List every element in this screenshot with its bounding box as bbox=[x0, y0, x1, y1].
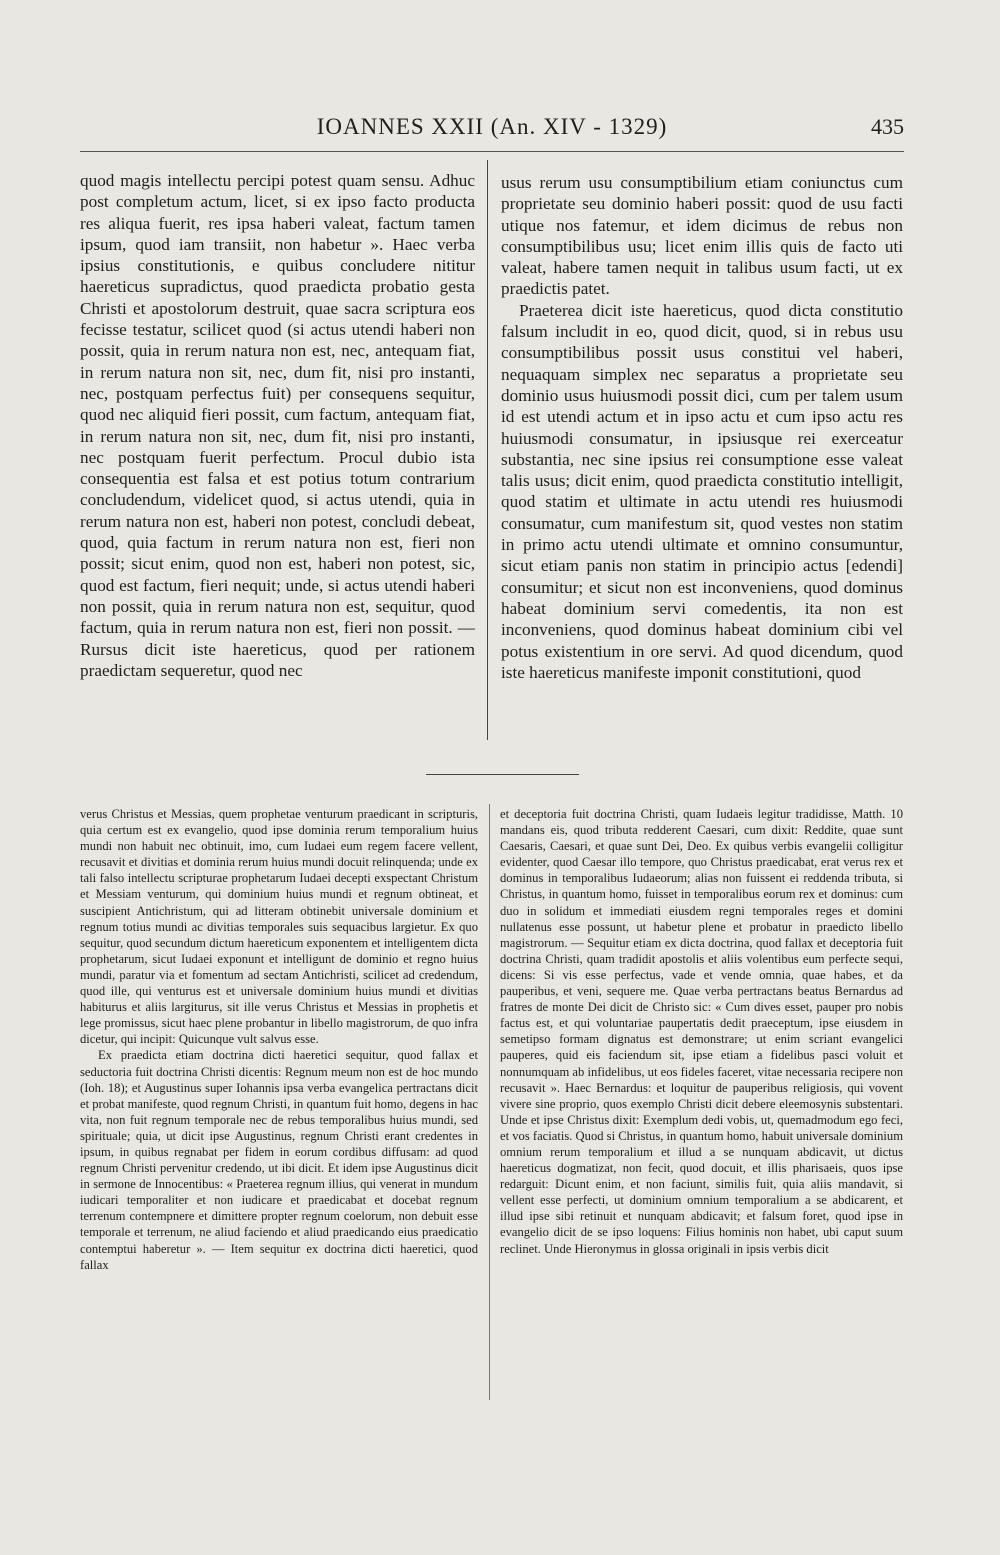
footnote-paragraph: verus Christus et Messias, quem prophetae venturum praedicant in scripturis, quia certum est ex evangelio, quod ipse dominia rerum temporalium huius mundi non habuit nec obtinuit, imo, cum Iudaei eum regem facere vellent, recusavit et divitias et dominia rerum huius mundi docuit relinquenda; unde ex tali falso intellectu scripturae prophetarum Iudaei decepti exspectant Christum et Messiam venturum, qui dominium huius mundi et regnum obtineat, et suscipient Antichristum, qui ad litteram obtinebit universale dominium et regnum totius mundi ac divitias temporales suis sequacibus largietur. Ex quo sequitur, quod secundum dictum haereticum exponentem et intelligentem dicta prophetarum, sicut Iudaei exponunt et intelligunt de dominio et regno huius mundi, paratur via et fomentum ad sectam Antichristi, scilicet ad credendum, quod ille, qui venturus est et universale dominium huius mundi et divitias habiturus et aliis largiturus, sit ille verus Christus et Messias in prophetis et lege promissus, sicut haec plene probantur in libello magistrorum, de quo infra dicetur, qui incipit: Quicunque vult salvus esse. bbox=[80, 807, 478, 1047]
running-title: IOANNES XXII (An. XIV - 1329) bbox=[316, 114, 668, 139]
footnote-left-column bbox=[80, 806, 478, 1273]
footnote-paragraph: et deceptoria fuit doctrina Christi, quam Iudaeis legitur tradidisse, Matth. 10 mandans eis, quod tributa redderent Caesari, cum dixit: Reddite, quae sunt Caesaris, Caesari, et quae sunt Dei, Deo. Ex quibus verbis evangelii colligitur evidenter, quod Caesar illo tempore, quo Christus praedicabat, erat verus rex et dominus in temporalibus Iudaeorum; alias non fuissent ei reddenda tributa, si Christus, in quantum homo, fuisset in temporalibus eorum rex et dominus: cum duo in solidum et immediati eiusdem regni temporales reges et domini nullatenus esse possunt, ut habetur plene et probatur in praedicto libello magistrorum. — Sequitur etiam ex dicta doctrina, quod fallax et deceptoria fuit doctrina Christi, quam tradidit apostolis et aliis volentibus eum perfecte sequi, dicens: Si vis esse perfectus, vade et vende omnia, quae habes, et da pauperibus, et veni, sequere me. Quae verba pertractans beatus Bernardus ad fratres de monte Dei dicit de Christo sic: « Cum dives esset, pauper pro nobis factus est, et qui voluntariae paupertatis dedit praeceptum, ipse eiusdem in semetipso formam dignatus est demonstrare; ut enim scriant evangelici pauperes, quid eis faciendum sit, ipse etiam a fidelibus pasci voluit et nonnumquam ab infidelibus, ut eos fideles faceret, vitae necessaria recipere non recusavit ». Haec Bernardus: et loquitur de pauperibus religiosis, qui vovent vivere sine proprio, quos exemplo Christi dicit debere eleemosynis substentari. Unde et ipse Christus dixit: Exemplum dedi vobis, ut, quemadmodum ego feci, et vos faciatis. Quod si Christus, in quantum homo, habuit universale dominium omnium rerum temporalium et illud a se nunquam abdicavit, ut dictus haereticus dogmatizat, non fecit, quod docuit, et illis pharisaeis, quos ipse redarguit: Dicunt enim, et non faciunt, similis fuit, quia aliis mandavit, si vellent esse perfecti, ut dominium omnium temporalium a se abdicarent, et illud ipse sibi retinuit et nunquam abdicavit; et falsum foret, quod ipse in evangelio dicit de se ipso loquens: Filius hominis non habet, ubi caput suum reclinet. Unde Hieronymus in glossa originali in ipsis verbis dicit bbox=[500, 807, 903, 1256]
main-right-paragraph: Praeterea dicit iste haereticus, quod dicta constitutio falsum includit in eo, quod dicit, quod, si in rebus usu consumptibilibus possit usus constitui vel haberi, nequaquam simplex nec separatus a proprietate seu dominio usus huiusmodi possit dici, cum per talem usum id est utendi actum et in ipso actu et cum ipso actu res huiusmodi consumatur, in ipsiusque rei exerceatur substantia, nec sine ipsius rei consumptione esse valeat talis usus; dicit enim, quod praedicta constitutio intelligit, quod statim et ultimate in actu utendi res huiusmodi consumatur, cum manifestum sit, quod vestes non statim in primo actu utendi ultimate et omnino consumuntur, sicut etiam panis non statim in principio actus [edendi] consumitur; et sicut non est inconveniens, quod dominus habeat dominium servi comedentis, ita non est inconveniens, quod dominus habeat dominium cibi vel potus existentium in ore servi. Ad quod dicendum, quod iste haereticus manifeste imponit constitutioni, quod bbox=[501, 300, 903, 682]
main-left-paragraph: quod magis intellectu percipi potest quam sensu. Adhuc post completum actum, licet, si ex ipso facto producta res aliqua fuerit, res ipsa haberi valeat, factum tamen ipsum, quod iam transiit, non habetur ». Haec verba ipsius constitutionis, e quibus concludere nititur haereticus supradictus, quod praedicta probatio gesta Christi et apostolorum destruit, quae sacra scriptura eos fecisse testatur, scilicet quod (si actus utendi haberi non possit, quia in rerum natura non est, nec, antequam fiat, in rerum natura non sit, nec, dum fit, nisi pro instanti, nec, postquam perfectus fuit) per consequens sequitur, quod nec aliquid fieri possit, cum factum, antequam fiat, in rerum natura non sit, nec, dum fit, nisi pro instanti, nec postquam fuerit perfectum. Procul dubio ista consequentia est falsa et est potius totum contrarium concludendum, videlicet quod, si actus utendi, quia in rerum natura non est, haberi non potest, concludi debeat, quod, quia factum in rerum natura non est, fieri non possit; sicut enim, quod non est, haberi non potest, sic, quod est factum, fieri nequit; unde, si actus utendi haberi non possit, quia in rerum natura non est, sequitur, quod factum, quia in rerum natura non est, fieri non possit. — Rursus dicit iste haereticus, quod per rationem praedictam sequeretur, quod nec bbox=[80, 171, 475, 680]
main-text-right-column bbox=[501, 172, 903, 683]
running-head bbox=[80, 114, 904, 150]
main-right-paragraph: usus rerum usu consumptibilium etiam coniunctus cum proprietate seu dominio haberi possit: quod de usu facti utique nos fatemur, et idem dicimus de rebus non consumptibilibus usu; licet enim illis quis de facto uti valeat, habere tamen nequit in talibus usum facti, ut ex praedictis patet. bbox=[501, 173, 903, 299]
footnote-separator bbox=[426, 774, 579, 775]
footnote-column-divider bbox=[489, 804, 490, 1400]
footnote-right-column bbox=[500, 806, 903, 1257]
page-number: 435 bbox=[871, 114, 904, 139]
header-rule bbox=[80, 151, 904, 152]
footnote-paragraph: Ex praedicta etiam doctrina dicti haeretici sequitur, quod fallax et seductoria fuit doctrina Christi dicentis: Regnum meum non est de hoc mundo (Ioh. 18); et Augustinus super Iohannis ipsa verba evangelica pertractans dicit et probat manifeste, quod regnum Christi, in quantum fuit homo, degens in hac vita, non fuit regnum temporale nec de rebus temporalibus huius mundi, sed spirituale; quia, ut dicit ipse Augustinus, regnum Christi erant credentes in ipsum, in quibus regnabat per fidem in eorum cordibus diffusam: ad quod regnum Christi pervenitur credendo, ut ibi dicit. Et idem ipse Augustinus dicit in sermone de Innocentibus: « Praeterea regnum illius, qui venerat in mundum iudicari temporaliter et non iudicare et praedicabat et docebat regnum terrenum contempnere et dimittere propter regnum coelorum, non debuit esse temporale et terrenum, ne aliud faciendo et aliud praedicando eius praedicatio contemptui haberetur ». — Item sequitur ex doctrina dicti haeretici, quod fallax bbox=[80, 1048, 478, 1272]
main-text-left-column bbox=[80, 170, 475, 681]
column-divider bbox=[487, 160, 488, 740]
